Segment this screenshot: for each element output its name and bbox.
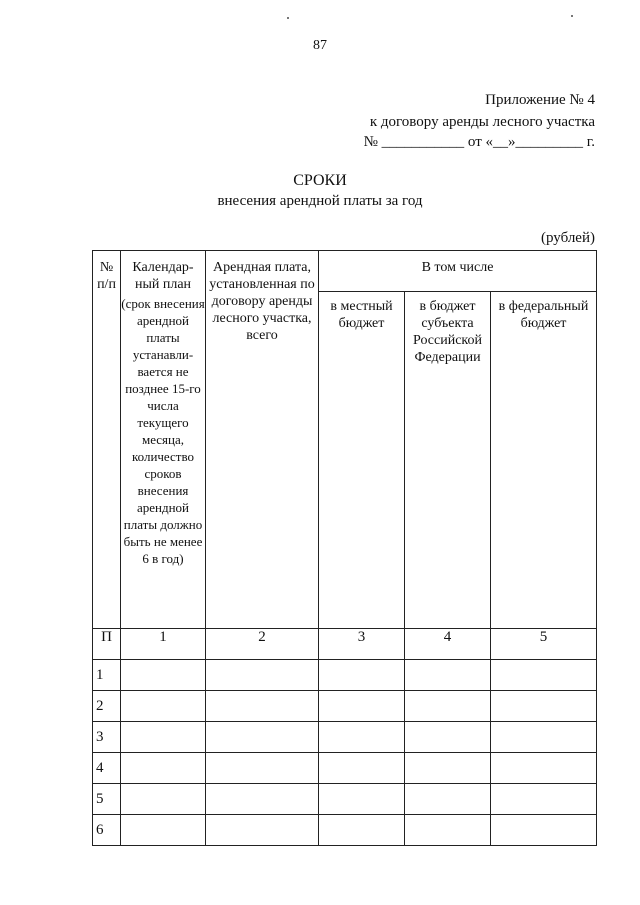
table-cell [121, 660, 206, 691]
table-row [93, 753, 597, 784]
header-calendar-plan-label: Календар-ный план [132, 260, 194, 292]
table-cell [491, 784, 597, 815]
document-title: СРОКИ [293, 172, 347, 189]
payment-schedule-table [92, 250, 597, 846]
table-cell [206, 722, 319, 753]
table-cell [121, 722, 206, 753]
row-number: 6 [93, 815, 121, 846]
header-federal-budget [491, 292, 597, 629]
table-cell [121, 784, 206, 815]
header-local-budget-label: в местный бюджет [330, 299, 393, 331]
header-including [319, 251, 597, 292]
table-cell [319, 815, 405, 846]
row-number: 4 [93, 753, 121, 784]
header-calendar-plan [121, 251, 206, 629]
scan-speck [571, 15, 573, 17]
table-cell [319, 784, 405, 815]
header-row-number [93, 251, 121, 629]
table-cell [405, 691, 491, 722]
header-calendar-plan-note: (срок внесения арендной платы устанавли-вается не позднее 15-го числа текущего месяца, количество сроков внесения арендной платы должно быть не менее 6 в год) [121, 296, 205, 566]
table-cell [206, 691, 319, 722]
table-cell [405, 784, 491, 815]
table-cell [319, 660, 405, 691]
table-cell [121, 691, 206, 722]
header-rent-total [206, 251, 319, 629]
header-rent-total-label: Арендная плата, установленная по договору аренды лесного участка, всего [209, 260, 315, 343]
table-cell [206, 660, 319, 691]
table-row [93, 815, 597, 846]
units-label: (рублей) [540, 230, 595, 246]
column-number: П [93, 629, 121, 660]
row-number: 2 [93, 691, 121, 722]
table-cell [206, 815, 319, 846]
column-number: 4 [405, 629, 491, 660]
table-cell [491, 660, 597, 691]
table-cell [319, 753, 405, 784]
header-federal-budget-label: в федеральный бюджет [498, 299, 589, 331]
appendix-title: Приложение № 4 [485, 92, 595, 108]
scan-speck [287, 17, 289, 19]
header-including-label: В том числе [421, 260, 494, 275]
table-row [93, 722, 597, 753]
header-row-number-label: № п/п [97, 260, 116, 292]
table-cell [121, 753, 206, 784]
table-cell [319, 691, 405, 722]
table-cell [491, 815, 597, 846]
table-cell [491, 691, 597, 722]
column-number: 2 [206, 629, 319, 660]
column-number: 5 [491, 629, 597, 660]
header-regional-budget [405, 292, 491, 629]
appendix-contract: к договору аренды лесного участка [369, 114, 595, 130]
document-subtitle: внесения арендной платы за год [217, 193, 423, 209]
row-number: 1 [93, 660, 121, 691]
row-number: 5 [93, 784, 121, 815]
table-cell [405, 722, 491, 753]
header-local-budget [319, 292, 405, 629]
table-cell [491, 753, 597, 784]
row-number: 3 [93, 722, 121, 753]
table-row [93, 784, 597, 815]
page-number: 87 [313, 38, 327, 53]
table-cell [206, 753, 319, 784]
table-cell [491, 722, 597, 753]
appendix-number-date: № ___________ от «__»_________ г. [363, 134, 595, 150]
table-cell [206, 784, 319, 815]
table-cell [121, 815, 206, 846]
column-number: 3 [319, 629, 405, 660]
table-row [93, 691, 597, 722]
column-number: 1 [121, 629, 206, 660]
table-row [93, 660, 597, 691]
header-regional-budget-label: в бюджет субъекта Российской Федерации [413, 299, 482, 365]
table-cell [319, 722, 405, 753]
column-number-row [93, 629, 597, 660]
table-cell [405, 815, 491, 846]
table-cell [405, 753, 491, 784]
table-cell [405, 660, 491, 691]
